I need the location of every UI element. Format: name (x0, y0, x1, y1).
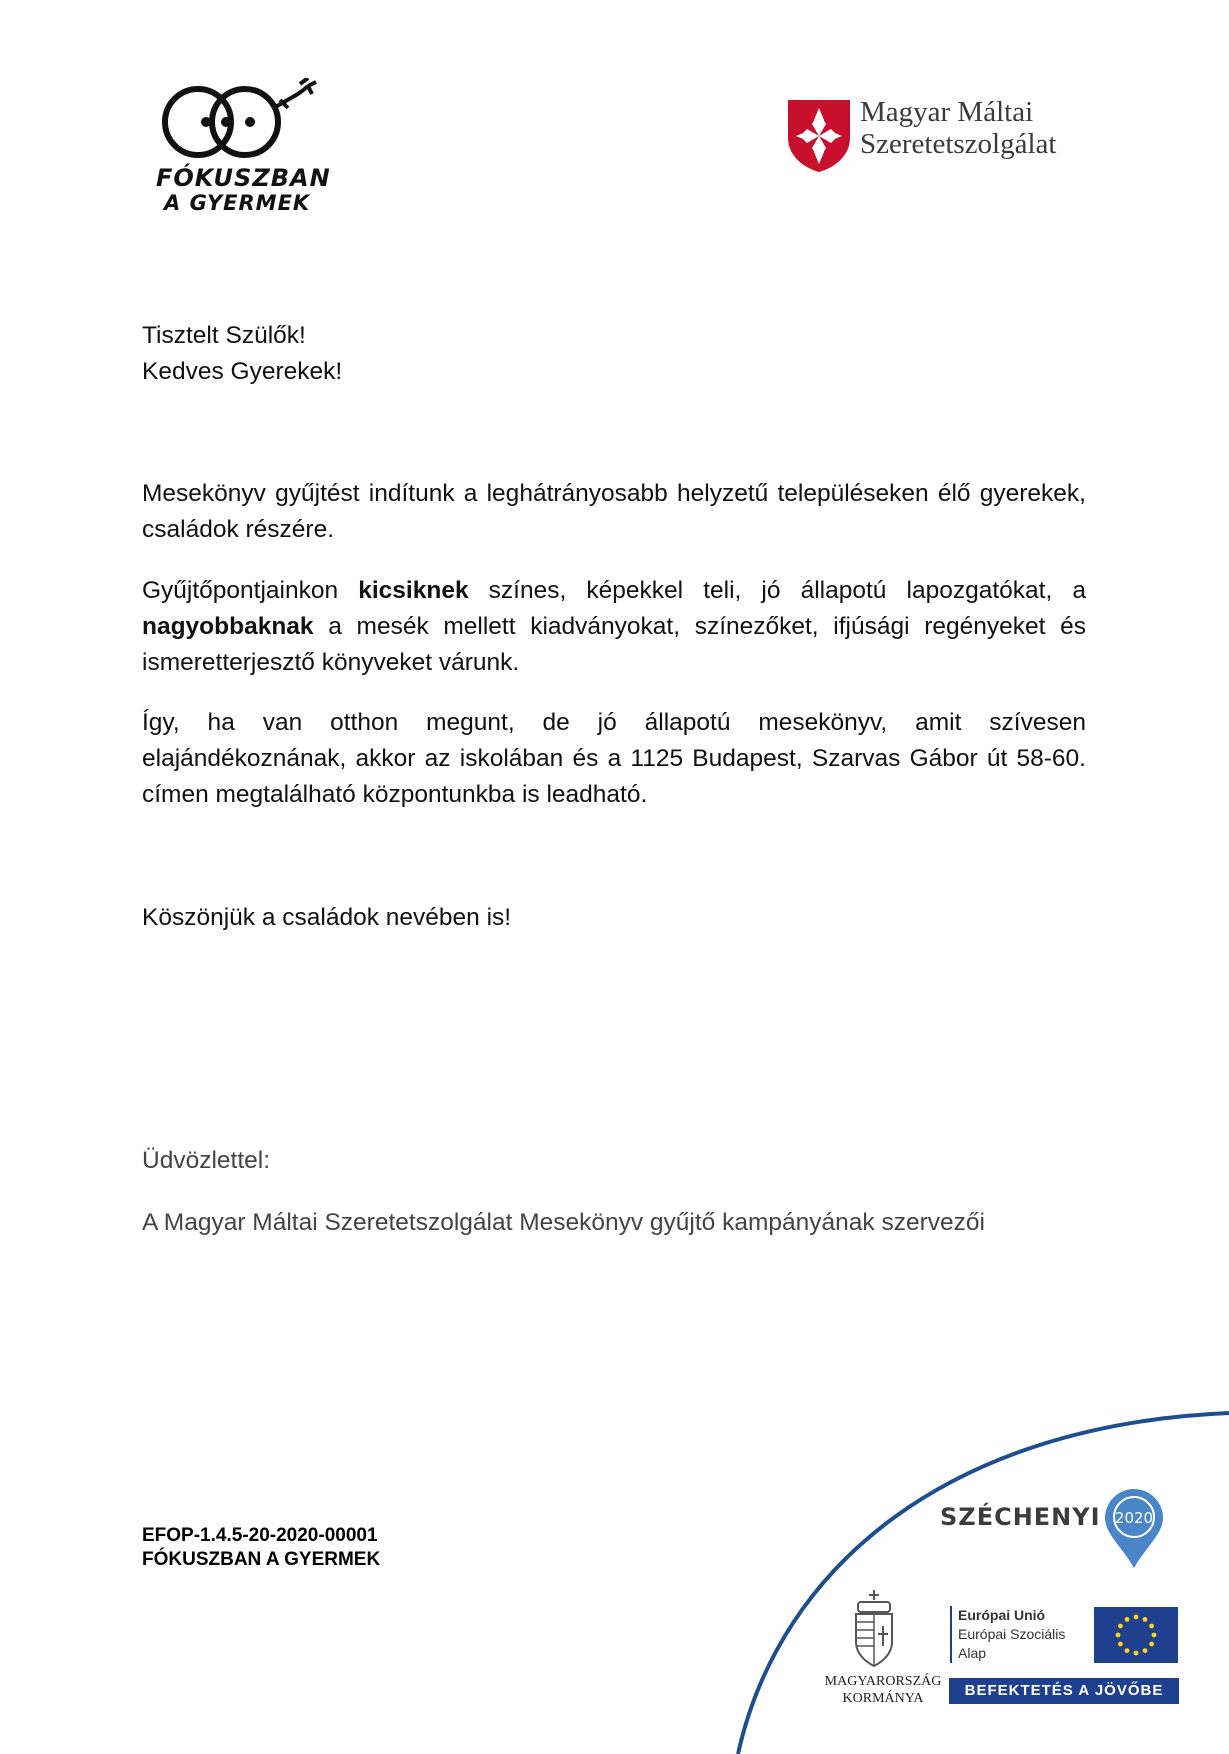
paragraph-collection (142, 573, 1086, 681)
salutation-parents: Tisztelt Szülők! (142, 322, 306, 349)
logo-text-line2: A GYERMEK (164, 191, 311, 215)
project-info (142, 1524, 380, 1572)
eu-flag-icon (1094, 1607, 1178, 1663)
eu-label (950, 1606, 1065, 1663)
szechenyi-pin-icon (1103, 1488, 1165, 1570)
eu-line2: Európai Szociális (958, 1626, 1066, 1642)
p2-part-e: a mesék mellett kiadványokat, színezőket, ifjúsági regényeket és ismeretterjesztő könyveket várunk. (142, 613, 1086, 676)
closing-line: Üdvözlettel: (142, 1147, 271, 1174)
logo-text-line1: FÓKUSZBAN (156, 164, 331, 192)
government-line1: MAGYARORSZÁG (824, 1674, 942, 1689)
paragraph-intro: Mesekönyv gyűjtést indítunk a leghátrányosabb helyzetű településeken élő gyerekek, családok részére. (142, 480, 1086, 543)
maltese-shield-icon (786, 98, 852, 174)
signature-line: A Magyar Máltai Szeretetszolgálat Mesekönyv gyűjtő kampányának szervezői (142, 1209, 985, 1236)
fokuszban-logo (150, 78, 340, 228)
szechenyi-year: 2020 (1114, 1509, 1154, 1527)
salutation (142, 318, 1086, 390)
project-code: EFOP-1.4.5-20-2020-00001 (142, 1525, 378, 1546)
government-line2: KORMÁNYA (842, 1691, 924, 1706)
eu-banner: BEFEKTETÉS A JÖVŐBE (949, 1678, 1179, 1704)
maltese-logo (786, 96, 1096, 176)
project-name: FÓKUSZBAN A GYERMEK (142, 1549, 381, 1570)
organization-name-line1: Magyar Máltai (860, 96, 1034, 128)
eu-line3: Alap (958, 1645, 987, 1661)
paragraph-dropoff: Így, ha van otthon megunt, de jó állapotú mesekönyv, amit szívesen elajándékoznának, akkor az iskolában és a 1125 Budapest, Szarvas Gábor út 58-60. címen megtalálható központunkba is leadható. (142, 709, 1086, 808)
eyes-drawing-icon (150, 78, 340, 168)
p2-bold-older: nagyobbaknak (142, 613, 314, 640)
salutation-children: Kedves Gyerekek! (142, 358, 343, 385)
government-label (818, 1673, 948, 1707)
coat-of-arms-icon (852, 1590, 896, 1668)
p2-part-a: Gyűjtőpontjainkon (142, 577, 359, 604)
organization-name (860, 96, 1056, 160)
eu-line1: Európai Unió (958, 1607, 1046, 1623)
organization-name-line2: Szeretetszolgálat (860, 128, 1057, 160)
szechenyi-label: SZÉCHENYI (940, 1503, 1101, 1531)
thanks-line: Köszönjük a családok nevében is! (142, 904, 512, 931)
p2-bold-small: kicsiknek (358, 577, 469, 604)
p2-part-c: színes, képekkel teli, jó állapotú lapozgatókat, a (468, 577, 1086, 604)
